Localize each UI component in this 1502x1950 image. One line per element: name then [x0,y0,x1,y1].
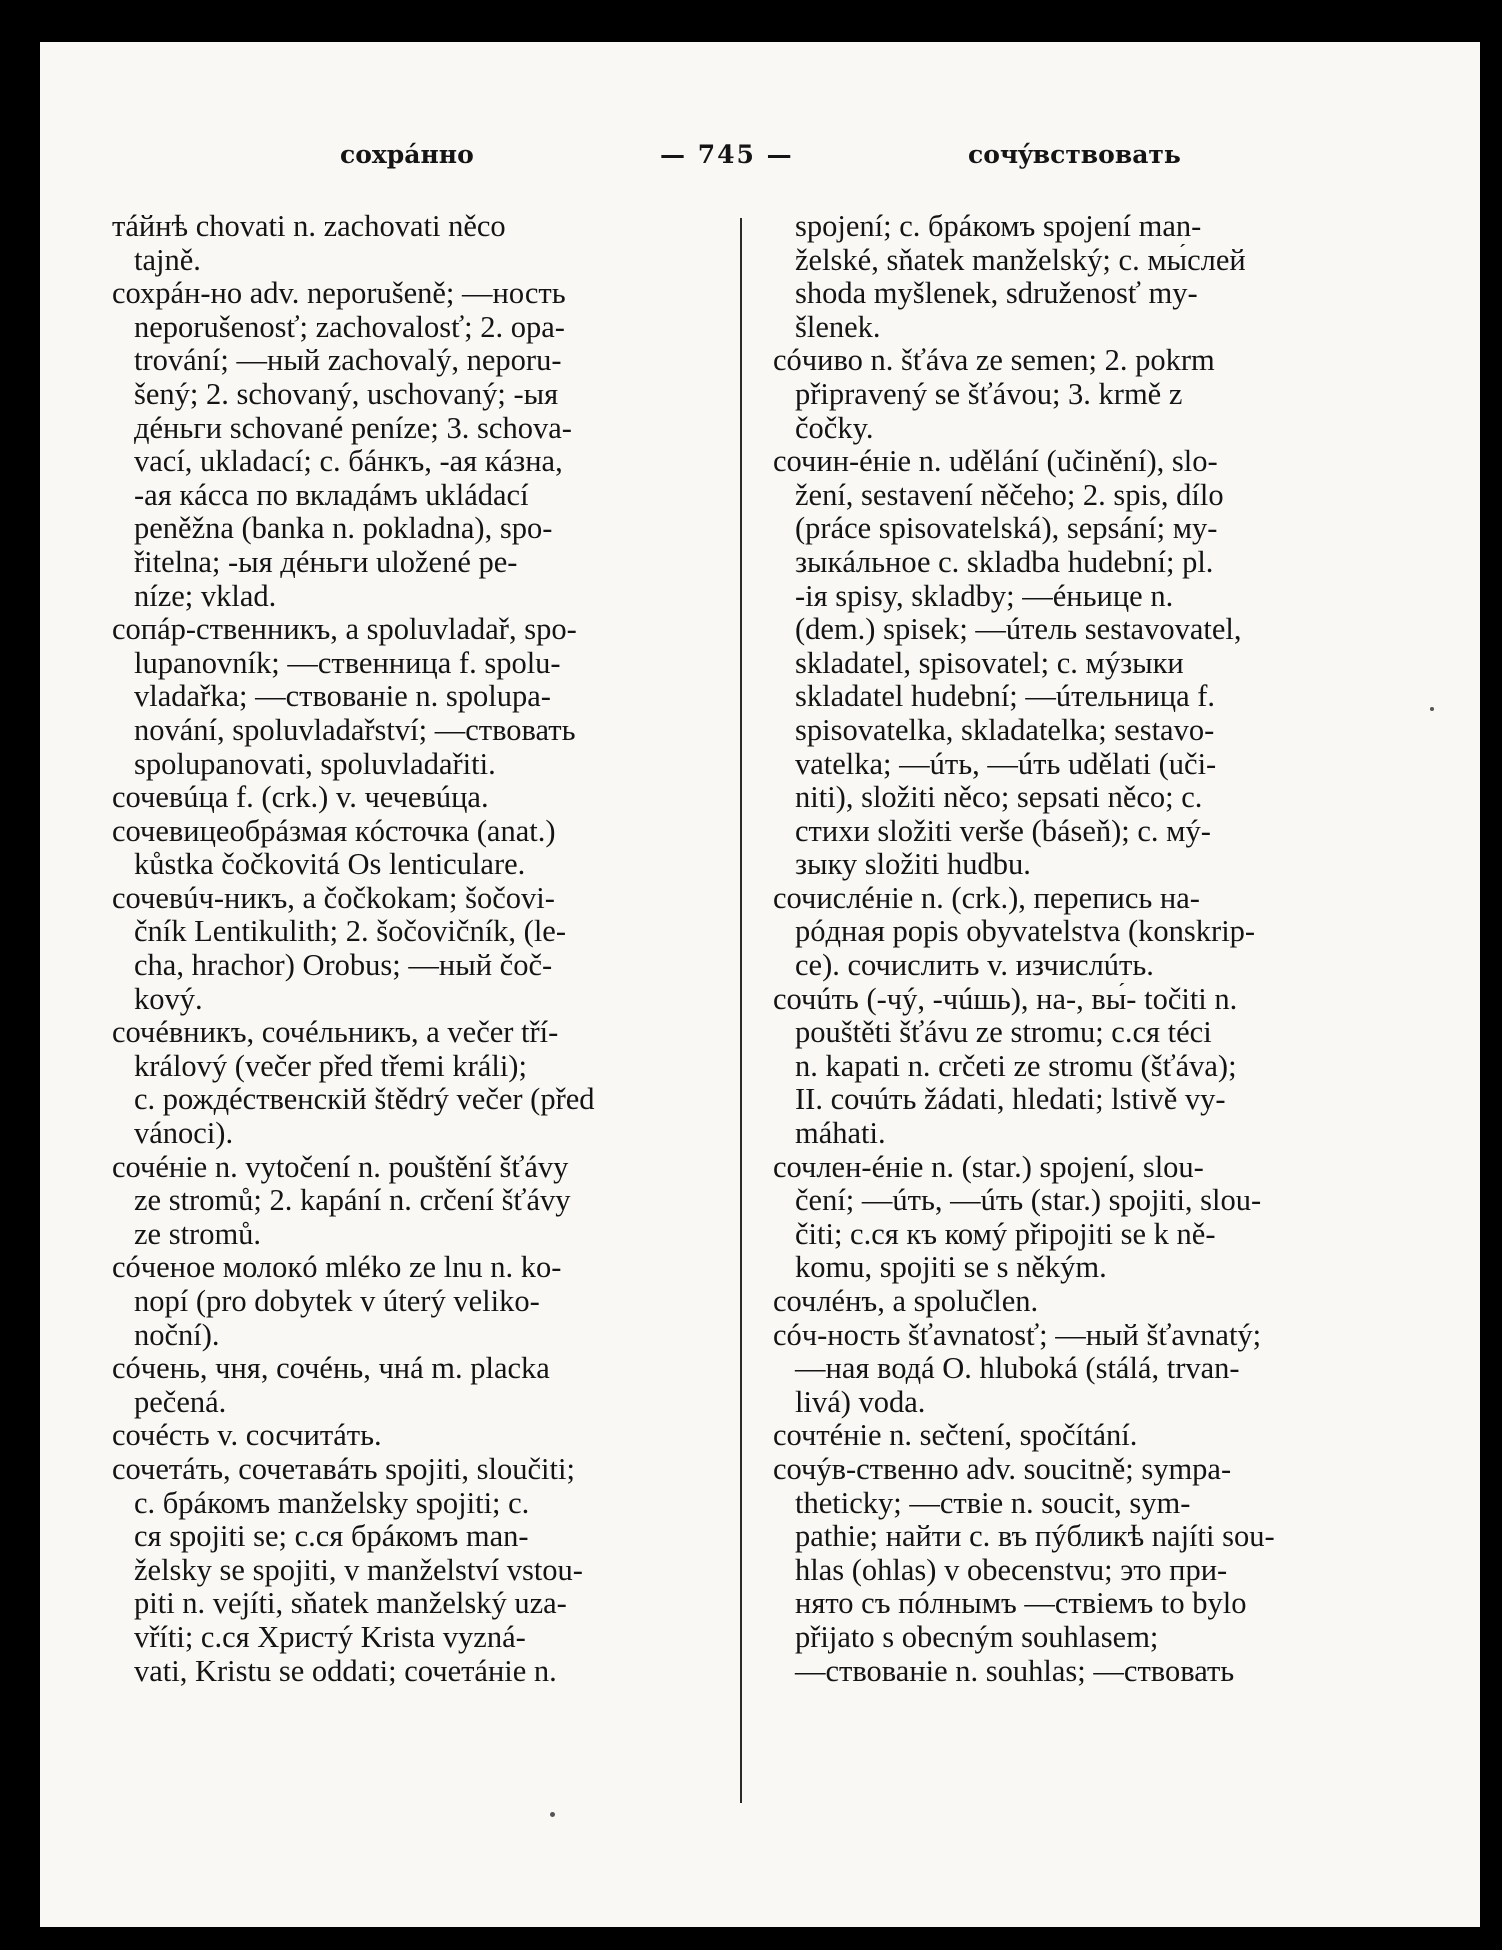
column-divider [740,218,742,1803]
entry-line: skladatel hudební; —úтельница f. [795,680,1216,714]
entry-line: сопáр-ственникъ, a spoluvladař, spo- [112,613,577,647]
entry-line: сочевúца f. (crk.) v. чечевúца. [112,781,489,815]
entry-line: peněžna (banka n. pokladna), spo- [134,512,553,546]
entry-line: niti), složiti něco; sepsati něco; с. [795,781,1203,815]
entry-line: řitelna; -ыя дéньги uložené pe- [134,545,518,579]
entry-line: komu, spojiti se s někým. [795,1251,1107,1285]
entry-line: přijato s obecným souhlasem; [795,1620,1159,1654]
entry-line: с. брáкомъ manželsky spojiti; с. [134,1486,530,1520]
entry-line: сóчиво n. šťáva ze semen; 2. pokrm [773,344,1215,378]
entry-line: сочин-éніе n. udělání (učinění), slo- [773,445,1218,479]
page-header [40,140,1480,190]
entry-line: hlas (ohlas) v obecenstvu; это при- [795,1553,1228,1587]
entry-line: сочúть (-чý, -чúшь), на-, вы́- točiti n. [773,982,1238,1016]
entry-line: piti n. vejíti, sňatek manželský uza- [134,1587,567,1621]
entry-line: kový. [134,982,203,1016]
left-column [112,210,717,1688]
entry-line: čník Lentikulith; 2. šočovičník, (le- [134,915,566,949]
entry-line: сочислéніе n. (crk.), перепись на- [773,881,1200,915]
entry-line: —ная водá O. hluboká (stálá, trvan- [795,1352,1240,1386]
entry-line: сочéсть v. сосчитáть. [112,1419,382,1453]
header-left-guideword: сохрáнно [340,140,474,169]
entry-line: spojení; с. брáкомъ spojení man- [795,210,1202,243]
entry-line: ze stromů. [134,1217,262,1251]
entry-line: neporušenosť; zachovalosť; 2. opa- [134,310,565,344]
entry-line: сочýв-ственно adv. soucitně; sympa- [773,1452,1232,1486]
right-column [773,210,1413,1688]
entry-line: livá) voda. [795,1385,926,1419]
entry-line: -ая кáсса по вкладáмъ ukládací [134,478,529,512]
entry-line: II. сочúть žádati, hledati; lstivě vy- [795,1083,1226,1117]
entry-line: níze; vklad. [134,579,277,613]
entry-line: králový (večer před třemi králi); [134,1049,527,1083]
entry-line: сóчень, чня, сочéнь, чнá m. placka [112,1352,550,1386]
entry-line: зыкáльное с. skladba hudební; pl. [795,545,1214,579]
dictionary-page [40,42,1480,1927]
entry-line: сóч-ность šťavnatosť; —ный šťavnatý; [773,1318,1262,1352]
entry-line: тáйнѣ chovati n. zachovati něco [112,210,506,243]
entry-line: čiti; с.ся къ комý připojiti se k ně- [795,1217,1216,1251]
entry-line: čení; —úть, —úть (star.) spojiti, slou- [795,1184,1262,1218]
entry-line: ce). сочислить v. изчислúть. [795,949,1154,983]
entry-line: n. kapati n. crčeti ze stromu (šťáva); [795,1049,1237,1083]
entry-line: vací, ukladací; с. бáнкъ, -ая кáзна, [134,445,563,479]
entry-line: сочевицеобрáзмая кóсточка (anat.) [112,814,556,848]
entry-line: сочевúч-никъ, a čočkokam; šočovi- [112,881,555,915]
entry-line: с. рождéственскій štědrý večer (před [134,1083,595,1117]
entry-line: šený; 2. schovaný, uschovaný; -ыя [134,377,559,411]
entry-line: vatelka; —úть, —úть udělati (uči- [795,747,1217,781]
page-number: — 745 — [660,140,794,169]
entry-line: рóдная popis obyvatelstva (konskrip- [795,915,1256,949]
entry-line: pathie; найти с. въ пýбликѣ najíti sou- [795,1520,1275,1554]
entry-line: vati, Kristu se oddati; сочетáніе n. [134,1654,557,1688]
entry-line: сóченое молокó mléko ze lnu n. ko- [112,1251,562,1285]
entry-line: skladatel, spisovatel; с. мýзыки [795,646,1184,680]
entry-line: (dem.) spisek; —úтель sestavovatel, [795,613,1242,647]
entry-line: lupanovník; —ственница f. spolu- [134,646,561,680]
entry-line: vánoci). [134,1117,234,1151]
entry-line: —ствованіе n. souhlas; —ствовать [795,1654,1235,1688]
entry-line: noční). [134,1318,220,1352]
entry-line: сочéвникъ, сочéльникъ, a večer tří- [112,1016,559,1050]
entry-line: trování; —ный zachovalý, neporu- [134,344,562,378]
entry-line: cha, hrachor) Orobus; —ный čoč- [134,949,553,983]
print-speck [550,1812,555,1817]
entry-line: нято съ пóлнымъ —ствіемъ to bylo [795,1587,1247,1621]
entry-line: tajně. [134,243,201,277]
entry-line: theticky; —ствіе n. soucit, sym- [795,1486,1191,1520]
entry-line: želsky se spojiti, v manželství vstou- [134,1553,583,1587]
entry-line: vříti; с.ся Христý Krista vyzná- [134,1620,526,1654]
entry-line: ze stromů; 2. kapání n. crčení šťávy [134,1184,571,1218]
entry-line: připravený se šťávou; 3. krmě z [795,377,1183,411]
entry-line: сочéніе n. vytočení n. pouštění šťávy [112,1150,569,1184]
entry-line: vladařka; —ствованіе n. spolupa- [134,680,551,714]
entry-line: стихи složiti verše (báseň); с. мý- [795,814,1211,848]
entry-line: ся spojiti se; с.ся брáкомъ man- [134,1520,529,1554]
entry-line: сочлен-éніе n. (star.) spojení, slou- [773,1150,1204,1184]
entry-line: pouštěti šťávu ze stromu; с.ся téci [795,1016,1212,1050]
entry-line: дéньги schované peníze; 3. schova- [134,411,572,445]
entry-line: kůstka čočkovitá Os lenticulare. [134,848,526,882]
entry-line: -ія spisy, skladby; —éньице n. [795,579,1174,613]
entry-line: зыку složiti hudbu. [795,848,1031,882]
header-right-guideword: сочýвствовать [968,140,1181,169]
entry-line: čočky. [795,411,874,445]
entry-line: pečená. [134,1385,227,1419]
entry-line: nování, spoluvladařství; —ствовать [134,713,576,747]
entry-line: shoda myšlenek, sdruženosť my- [795,277,1198,311]
entry-line: žení, sestavení něčeho; 2. spis, dílo [795,478,1224,512]
entry-line: (práce spisovatelská), sepsání; му- [795,512,1218,546]
entry-line: spolupanovati, spoluvladařiti. [134,747,496,781]
entry-line: сочлéнъ, a spolučlen. [773,1285,1039,1318]
print-speck [1430,707,1434,711]
entry-line: сохрáн-но adv. neporušeně; —ность [112,277,566,311]
entry-line: сочтéніе n. sečtení, spočítání. [773,1419,1138,1453]
entry-line: nopí (pro dobytek v úterý veliko- [134,1285,540,1318]
entry-line: máhati. [795,1117,886,1151]
entry-line: šlenek. [795,310,881,344]
entry-line: сочетáть, сочетавáть spojiti, sloučiti; [112,1452,575,1486]
entry-line: spisovatelka, skladatelka; sestavo- [795,713,1215,747]
entry-line: želské, sňatek manželský; с. мы́слей [795,243,1246,277]
